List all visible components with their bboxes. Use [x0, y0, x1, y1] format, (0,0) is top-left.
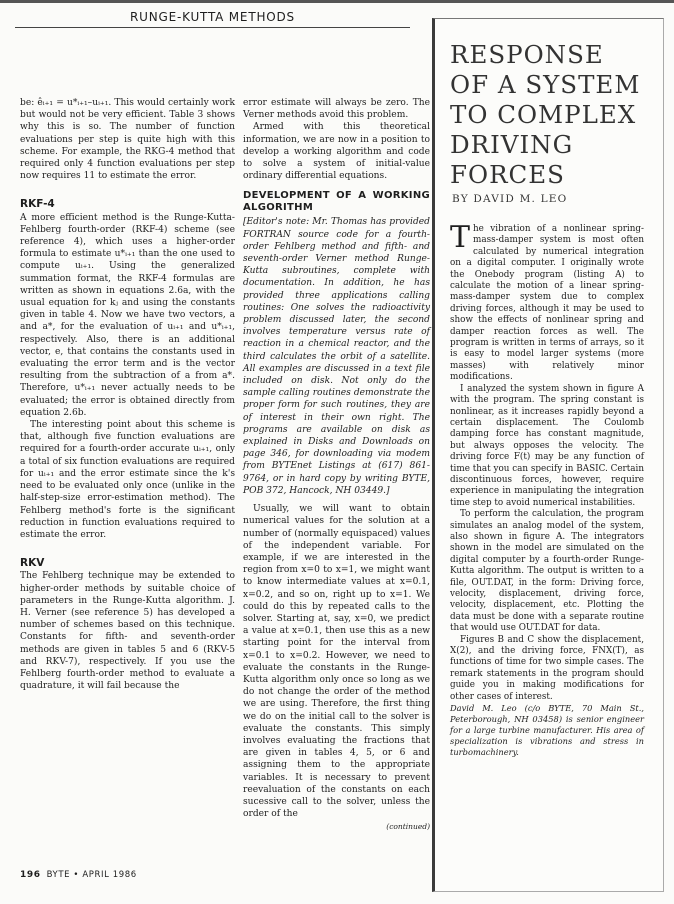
- column-2: [243, 97, 430, 834]
- sidebar-text: [450, 220, 644, 758]
- author-bio: David M. Leo (c/o BYTE, 70 Main St., Peterborough, NH 03458) is senior engineer for a large turbine manufacturer. His area of specialization is vibrations and stress in turbomachinery.: [450, 703, 644, 758]
- section-heading-rkv: RKV: [20, 557, 45, 570]
- paragraph: Figures B and C show the displacement, X(2), and the driving force, FNX(T), as functions of time for two simple cases. The remark statements in the program should guide you in making modifications for other cases of interest.: [450, 634, 644, 702]
- title-line: TO COMPLEX: [450, 100, 637, 129]
- paragraph: be: êᵢ₊₁ = u*ᵢ₊₁–uᵢ₊₁. This would certainly work but would not be very efficient. Table 3 shows why this is so. The number of function evaluations per step is quite high with this scheme. For example, the RKG-4 method that required only 4 function evaluations per step now requires 11 to estimate the error.: [20, 98, 235, 182]
- byline: BY DAVID M. LEO: [452, 193, 568, 205]
- magazine-issue: BYTE • APRIL 1986: [46, 870, 137, 880]
- section-heading-development: DEVELOPMENT OF A WORKING ALGORITHM: [243, 190, 430, 214]
- paragraph: The Fehlberg technique may be extended to higher-order methods by suitable choice of parameters in the Runge-Kutta algorithm. J. H. Verner (see reference 5) has developed a number of schemes based on this technique. Constants for fifth- and seventh-order methods are given in tables 5 and 6 (RKV-5 and RKV-7), respectively. If you use the Fehlberg fourth-order method to evaluate a quadrature, it will fail because the: [20, 571, 235, 692]
- continued-label: (continued): [386, 822, 430, 832]
- paragraph: A more efficient method is the Runge-Kutta-Fehlberg fourth-order (RKF-4) scheme (see reference 4), which uses a higher-order formula to estimate u*ᵢ₊₁ than the one used to compute uᵢ₊₁. Using the generalized summation format, the RKF-4 formulas are written as shown in equations 2.6a, with the usual equation for kⱼ and using the constants given in table 4. Now we have two vectors, a and a*, for the evaluation of uᵢ₊₁ and u*ᵢ₊₁, respectively. Also, there is an additional vector, e, that contains the constants used in evaluating the error term and is the vector resulting from the subtraction of a from a*. Therefore, u*ᵢ₊₁ never actually needs to be evaluated; the error is obtained directly from equation 2.6b.: [20, 212, 235, 418]
- sidebar-title: [450, 40, 660, 190]
- drop-cap: T: [450, 220, 471, 255]
- top-rule: [0, 0, 674, 3]
- paragraph: To perform the calculation, the program simulates an analog model of the system, also shown in figure A. The integrators shown in the model are simulated on the digital computer by a fourth-order Runge-Kutta algorithm. The output is written to a file, OUT.DAT, in the form: Driving force, velocity, displacement, driving force, velocity, displacement, etc. Plotting the data must be done with a separate routine that would use OUT.DAT for data.: [450, 509, 644, 634]
- title-line: OF A SYSTEM: [450, 70, 641, 99]
- title-line: DRIVING FORCES: [450, 130, 574, 189]
- paragraph: error estimate will always be zero. The Verner methods avoid this problem.: [243, 98, 430, 121]
- running-header: RUNGE-KUTTA METHODS: [15, 10, 410, 28]
- paragraph: Usually, we will want to obtain numerical values for the solution at a number of (normally equispaced) values of the independent variable. For example, if we are interested in the region from x=0 to x=1, we might want to know intermediate values at x=0.1, x=0.2, and so on, right up to x=1. We could do this by repeated calls to the solver. Starting at, say, x=0, we predict a value at x=0.1, then use this as a new starting point for the interval from x=0.1 to x=0.2. However, we need to evaluate the constants in the Runge-Kutta algorithm only once so long as we do not change the order of the method we are using. Therefore, the first thing we do on the initial call to the solver is evaluate the constants. This simply involves evaluating the fractions that are given in tables 4, 5, or 6 and assigning them to the appropriate variables. It is necessary to prevent reevaluation of the constants on each sucessive call to the solver, unless the order of the: [243, 504, 430, 820]
- paragraph: Armed with this theoretical information, we are now in a position to develop a working algorithm and code to solve a system of initial-value ordinary differential equations.: [243, 122, 430, 182]
- title-line: RESPONSE: [450, 40, 604, 69]
- column-1: [20, 97, 235, 692]
- page-footer: [20, 870, 137, 880]
- section-heading-rkf4: RKF-4: [20, 198, 55, 211]
- page-number: 196: [20, 870, 41, 880]
- editors-note: [Editor's note: Mr. Thomas has provided FORTRAN source code for a fourth-order Fehlberg method and fifth- and seventh-order Verner method Runge-Kutta subroutines, complete with documentation. In addition, he has provided three applications calling routines: One solves the radioactivity problem discussed later, the second involves temperature versus rate of reaction in a chemical reactor, and the third calculates the orbit of a satellite. All examples are discussed in a text file included on disk. Not only do the sample calling routines demonstrate the proper form for such routines, they are of interest in their own right. The programs are available on disk as explained in Disks and Downloads on page 346, for downloading via modem from BYTEnet Listings at (617) 861-9764, or in hard copy by writing BYTE, POB 372, Hancock, NH 03449.]: [243, 217, 430, 496]
- paragraph: The interesting point about this scheme is that, although five function evaluations are required for a fourth-order accurate uᵢ₊₁, only a total of six function evaluations are required for uᵢ₊₁ and the error estimate since the k's need to be evaluated only once (unlike in the half-step-size error-estimation method). The Fehlberg method's forte is the significant reduction in function evaluations required to estimate the error.: [20, 420, 235, 540]
- paragraph: The vibration of a nonlinear spring-mass-damper system is most often calculated by numerical integration on a digital computer. I originally wrote the Onebody program (listing A) to calculate the motion of a linear spring-mass-damper system due to complex driving forces, although it may be used to show the effects of nonlinear spring and damper reaction forces as well. The program is written in terms of arrays, so it is easy to model larger systems (more masses) with relatively minor modifications.: [450, 220, 644, 383]
- paragraph: I analyzed the system shown in figure A with the program. The spring constant is nonlinear, as it increases rapidly beyond a certain displacement. The Coulomb damping force has constant magnitude, but always opposes the velocity. The driving force F(t) may be any function of time that you can specify in BASIC. Certain discontinuous forces, however, require experience in manipulating the integration time step to avoid numerical instabilities.: [450, 383, 644, 508]
